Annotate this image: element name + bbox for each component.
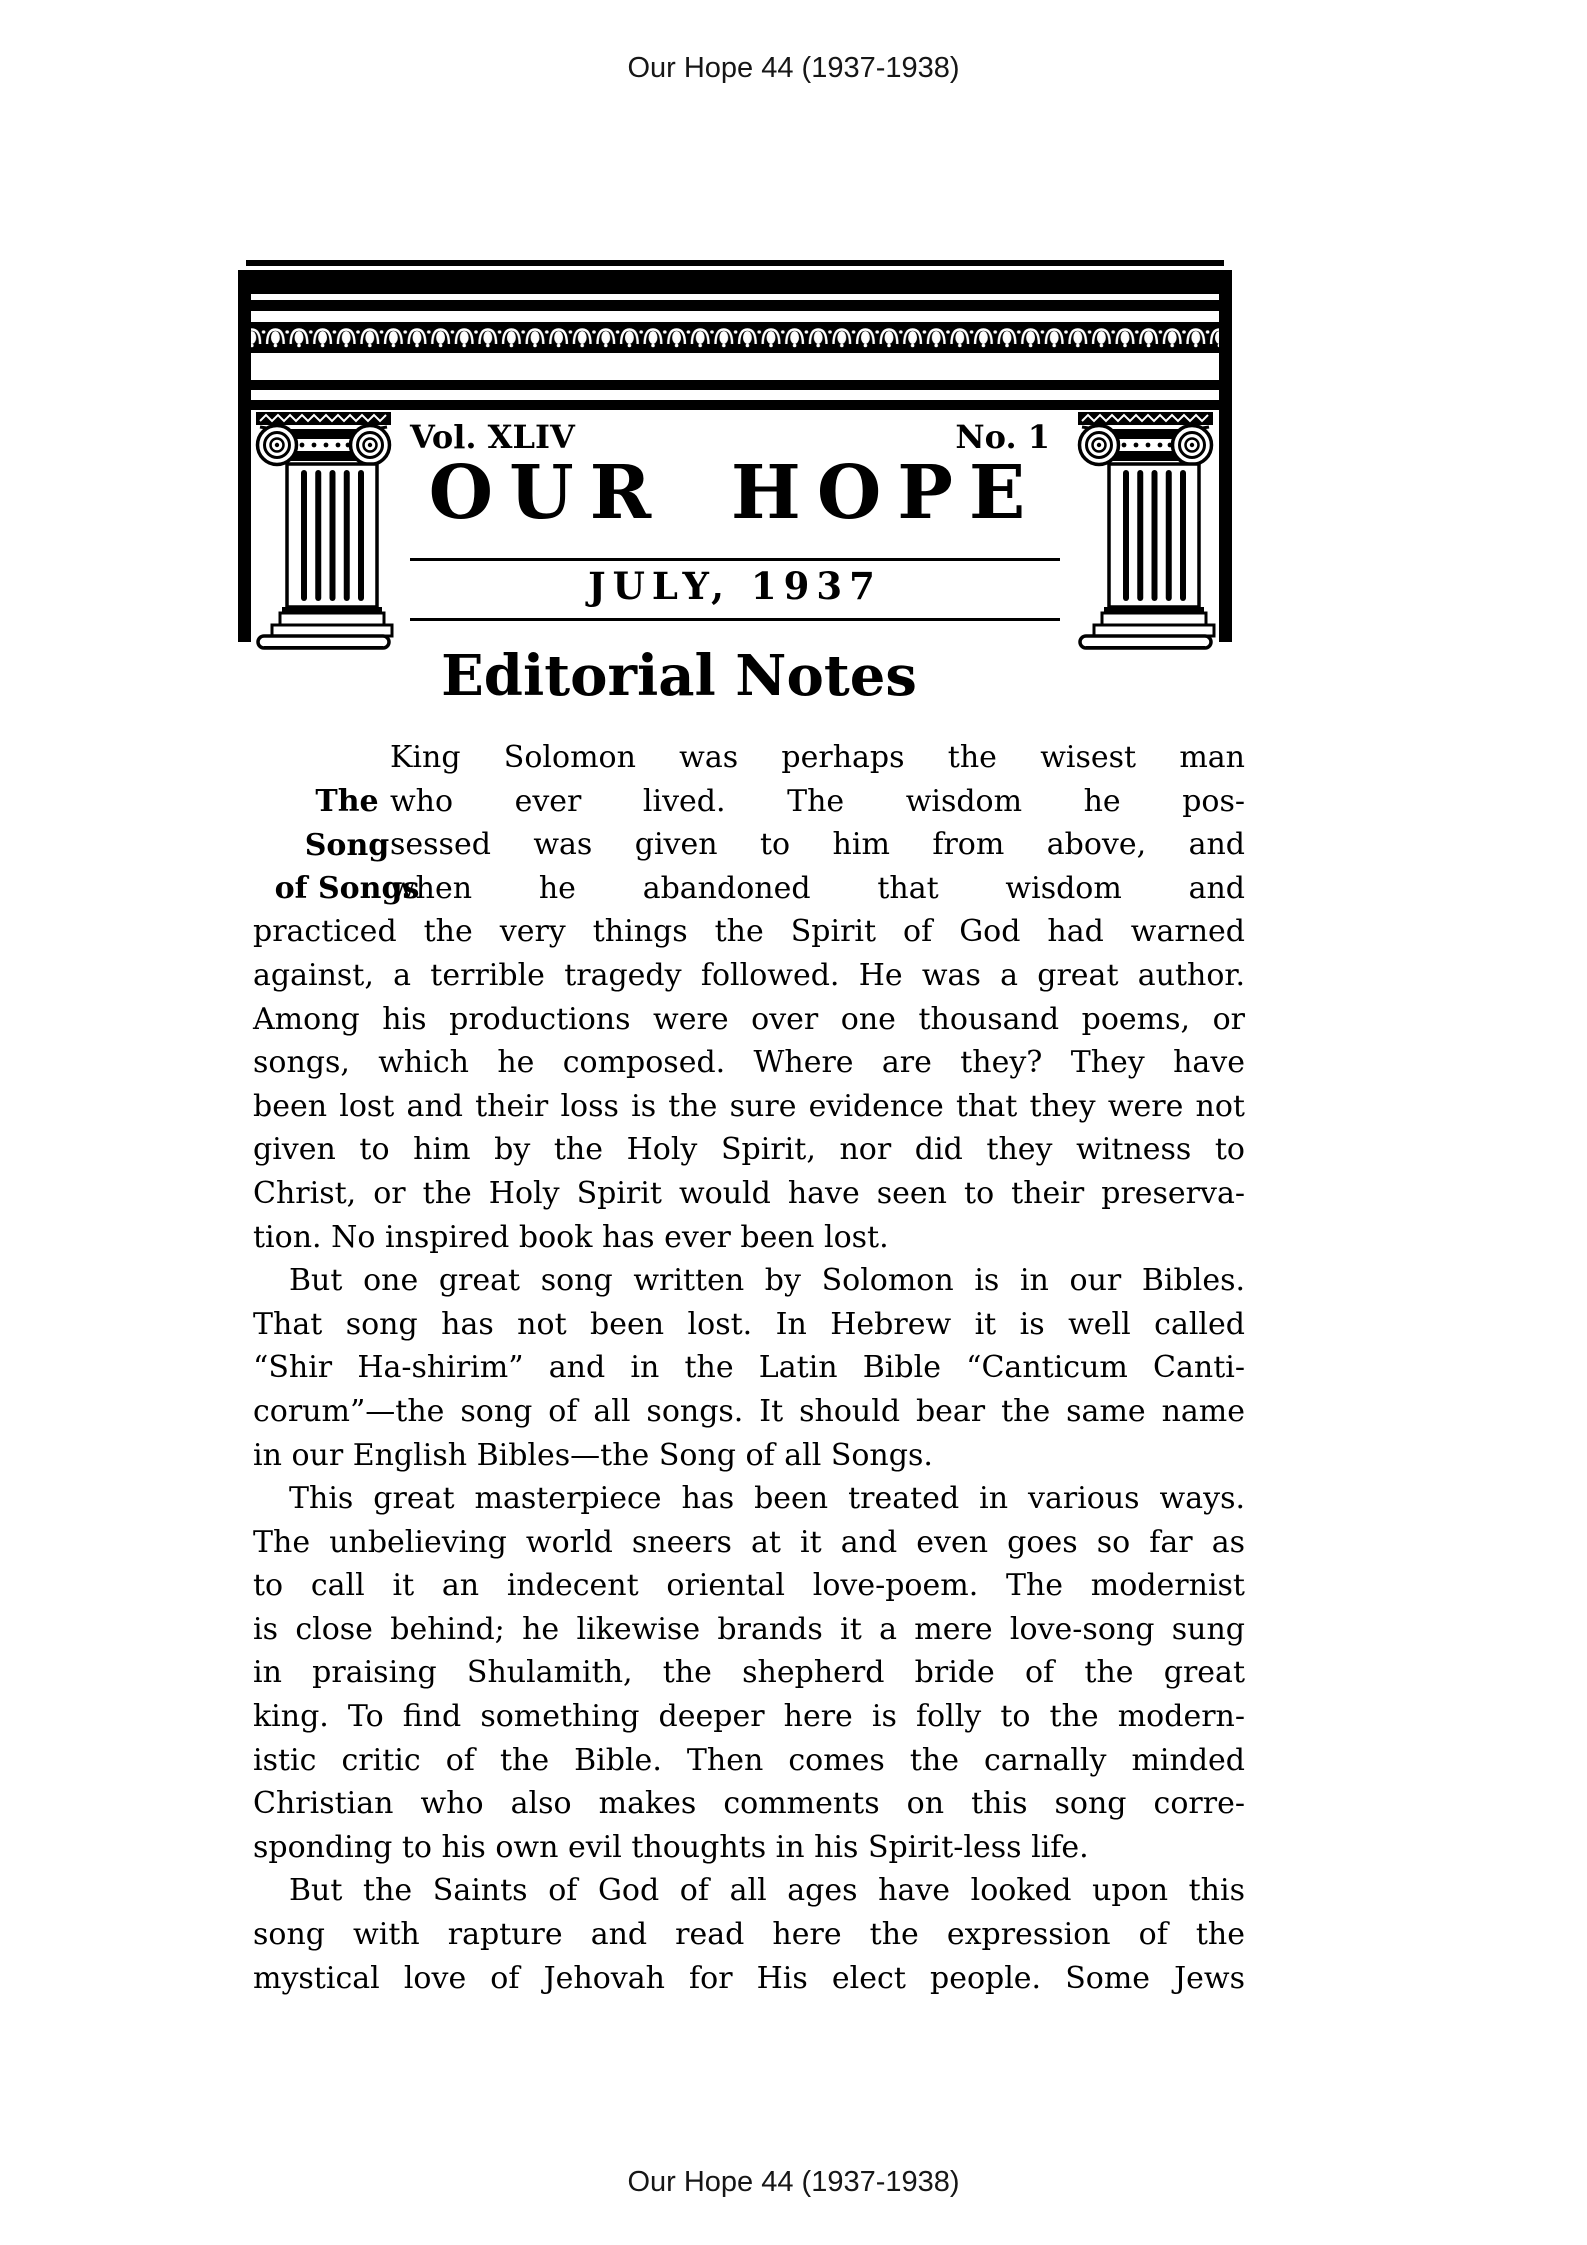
text-line: mystical love of Jehovah for His elect people. Some Jews xyxy=(253,1960,1245,1996)
text-line: Among his productions were over one thousand poems, or xyxy=(253,1001,1245,1037)
text-line: istic critic of the Bible. Then comes the carnally minded xyxy=(253,1742,1245,1778)
issue-label: No. 1 xyxy=(955,418,1050,456)
masthead xyxy=(238,258,1232,658)
entablature-frieze xyxy=(238,260,1232,410)
masthead-rule-bottom xyxy=(410,618,1060,621)
paragraph xyxy=(253,1259,1245,1477)
text-line: songs, which he composed. Where are they? They have xyxy=(253,1045,1245,1081)
text-line: But the Saints of God of all ages have looked upon this xyxy=(289,1873,1245,1909)
text-line: against, a terrible tragedy followed. He was a great author. xyxy=(253,957,1245,993)
running-footer: Our Hope 44 (1937-1938) xyxy=(627,2166,960,2198)
text-line: king. To find something deeper here is folly to the modern- xyxy=(253,1699,1245,1735)
text-line: song with rapture and read here the expression of the xyxy=(253,1917,1245,1953)
running-header: Our Hope 44 (1937-1938) xyxy=(627,52,960,84)
paragraph xyxy=(253,1869,1245,2000)
text-line: is close behind; he likewise brands it a mere love-song sung xyxy=(253,1611,1245,1647)
text-line: been lost and their loss is the sure evidence that they were not xyxy=(253,1088,1245,1124)
text-line: when he abandoned that wisdom and xyxy=(390,870,1245,906)
sidenote-line-2: of Songs xyxy=(274,871,420,907)
text-line: sponding to his own evil thoughts in his Spirit-less life. xyxy=(253,1829,1089,1865)
text-line: That song has not been lost. In Hebrew it is well called xyxy=(253,1306,1245,1342)
article-heading: Editorial Notes xyxy=(441,643,917,709)
text-line: Christian who also makes comments on this song corre- xyxy=(253,1786,1245,1822)
text-line: tion. No inspired book has ever been lost. xyxy=(253,1219,889,1255)
text-line: in our English Bibles—the Song of all Songs. xyxy=(253,1437,933,1473)
text-line: The unbelieving world sneers at it and even goes so far as xyxy=(253,1524,1245,1560)
issue-date: JULY, 1937 xyxy=(588,564,882,608)
text-line: in praising Shulamith, the shepherd bride of the great xyxy=(253,1655,1245,1691)
text-line: Christ, or the Holy Spirit would have seen to their preserva- xyxy=(253,1175,1245,1211)
text-line: corum”—the song of all songs. It should bear the same name xyxy=(253,1393,1245,1429)
text-line: “Shir Ha-shirim” and in the Latin Bible “Canticum Canti- xyxy=(253,1350,1245,1386)
masthead-rule-top xyxy=(410,558,1060,561)
ionic-column-right xyxy=(1078,412,1214,649)
article-sidenote xyxy=(269,780,425,911)
text-line: But one great song written by Solomon is in our Bibles. xyxy=(289,1263,1245,1299)
text-line: who ever lived. The wisdom he pos- xyxy=(390,783,1245,819)
publication-title: OUR HOPE xyxy=(428,450,1042,536)
text-line: given to him by the Holy Spirit, nor did they witness to xyxy=(253,1132,1245,1168)
article-body xyxy=(253,736,1245,2000)
text-line: This great masterpiece has been treated in various ways. xyxy=(289,1481,1245,1517)
hanging-indent-block xyxy=(390,736,1245,910)
sidenote-line-1: The Song xyxy=(304,784,390,863)
egg-and-dart-band xyxy=(240,322,1230,349)
ionic-column-left xyxy=(256,412,392,649)
text-line: practiced the very things the Spirit of God had warned xyxy=(253,914,1245,950)
paragraph xyxy=(253,1477,1245,1869)
volume-label: Vol. XLIV xyxy=(410,418,575,456)
text-line: King Solomon was perhaps the wisest man xyxy=(390,740,1245,775)
text-line: sessed was given to him from above, and xyxy=(390,827,1245,863)
text-line: to call it an indecent oriental love-poem. The modernist xyxy=(253,1568,1245,1604)
